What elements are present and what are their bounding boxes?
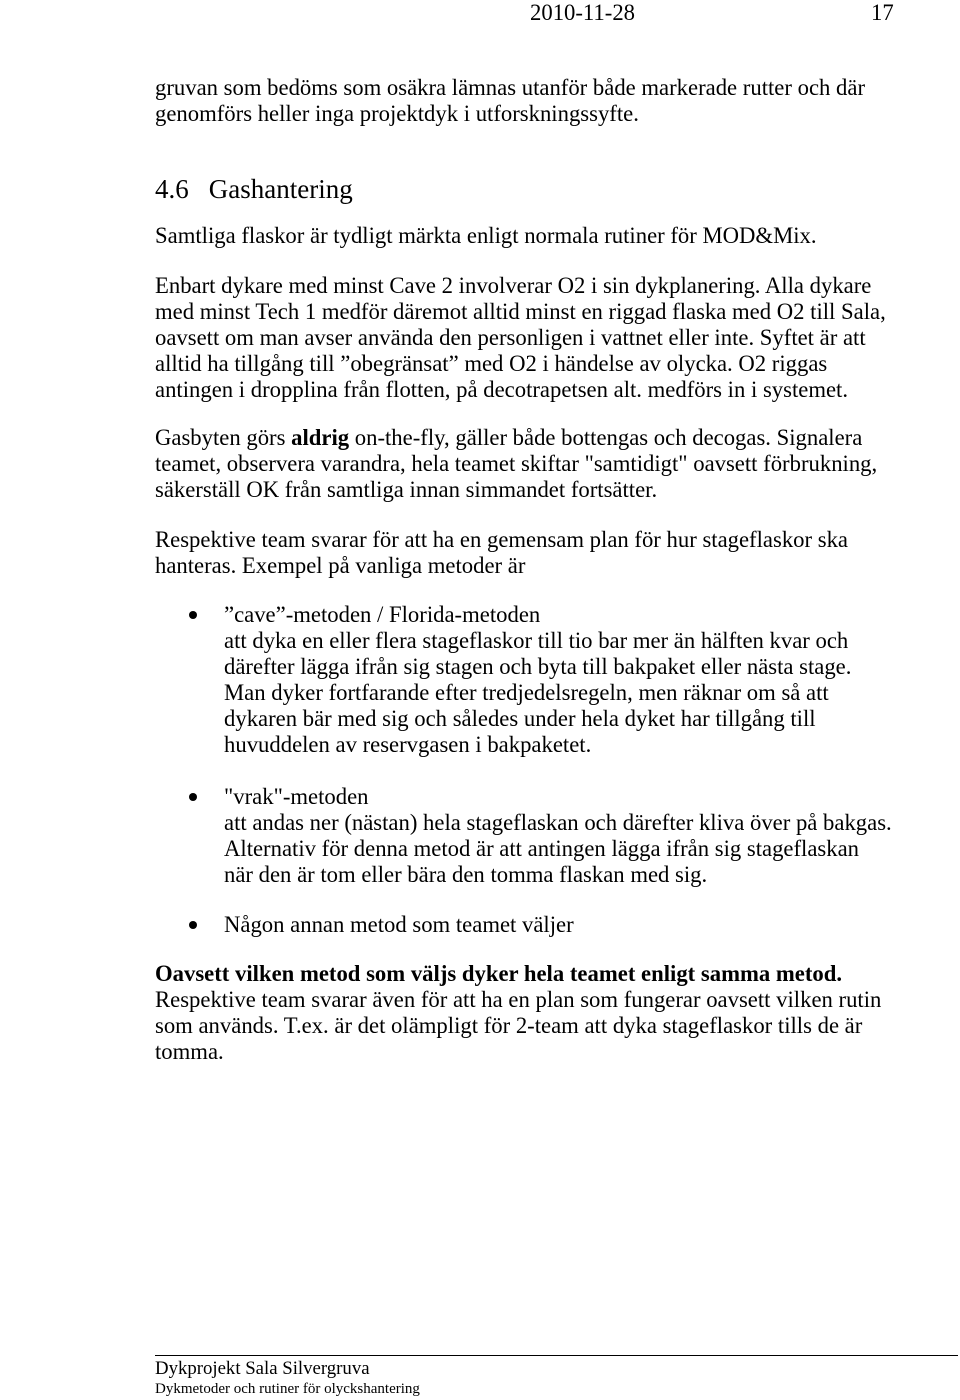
text-line: när den är tom eller bära den tomma flaskan med sig. (224, 862, 708, 887)
text-line: Respektive team svarar även för att ha en plan som fungerar oavsett vilken rutin (155, 987, 882, 1012)
text-line: teamet, observera varandra, hela teamet skiftar "samtidigt" oavsett förbrukning, (155, 451, 878, 476)
bullet-icon (189, 921, 197, 929)
bullet-icon (189, 793, 197, 801)
text-line: därefter lägga ifrån sig stagen och byta till bakpaket eller nästa stage. (224, 654, 852, 679)
labeling-paragraph (155, 223, 817, 249)
text-line: Man dyker fortfarande efter tredjedelsregeln, men räknar om så att (224, 680, 829, 705)
stage-plan-paragraph (155, 527, 848, 579)
section-number: 4.6 (155, 174, 189, 204)
text-line: Samtliga flaskor är tydligt märkta enligt normala rutiner för MOD&Mix. (155, 223, 817, 248)
list-item-title: "vrak"-metoden (224, 784, 369, 809)
list-item-content (224, 912, 574, 938)
list-item-content (224, 602, 851, 758)
bullet-icon (189, 611, 197, 619)
conclusion-paragraph (155, 961, 881, 1065)
text-line: Enbart dykare med minst Cave 2 involverar O2 i sin dykplanering. Alla dykare (155, 273, 872, 298)
text-line: med minst Tech 1 medför däremot alltid minst en riggad flaska med O2 till Sala, (155, 299, 886, 324)
page-number: 17 (871, 0, 894, 25)
text-line: genomförs heller inga projektdyk i utforskningssyfte. (155, 101, 639, 126)
footer-divider (155, 1355, 958, 1356)
gas-switch-paragraph (155, 425, 877, 503)
intro-paragraph (155, 75, 865, 127)
text-line: tomma. (155, 1039, 224, 1064)
text-line: gruvan som bedöms som osäkra lämnas utanför både markerade rutter och där (155, 75, 866, 100)
list-item-title: Någon annan metod som teamet väljer (224, 912, 574, 937)
list-item-title: ”cave”-metoden / Florida-metoden (224, 602, 541, 627)
page-header-date: 2010-11-28 (530, 0, 636, 25)
text-line (155, 425, 877, 451)
text-segment: on-the-fly, gäller både bottengas och decogas. Signalera (349, 425, 863, 450)
section-title: Gashantering (208, 174, 353, 204)
oxygen-paragraph (155, 273, 886, 403)
text-line: hanteras. Exempel på vanliga metoder är (155, 553, 526, 578)
list-item-content (224, 784, 892, 888)
emphasis-text: aldrig (291, 425, 350, 450)
text-line: att andas ner (nästan) hela stageflaskan och därefter kliva över på bakgas. (224, 810, 892, 835)
text-line: alltid ha tillgång till ”obegränsat” med O2 i händelse av olycka. O2 riggas (155, 351, 828, 376)
text-line: som används. T.ex. är det olämpligt för 2-team att dyka stageflaskor tills de är (155, 1013, 863, 1038)
text-line: antingen i dropplina från flotten, på decotrapetsen alt. medförs in i systemet. (155, 377, 849, 402)
footer-document-title: Dykmetoder och rutiner för olyckshantering (155, 1381, 420, 1397)
text-segment: Gasbyten görs (155, 425, 292, 450)
text-line: säkerställ OK från samtliga innan simmandet fortsätter. (155, 477, 658, 502)
text-line: Alternativ för denna metod är att antingen lägga ifrån sig stageflaskan (224, 836, 860, 861)
text-line: huvuddelen av reservgasen i bakpaketet. (224, 732, 592, 757)
text-line: dykaren bär med sig och således under hela dyket har tillgång till (224, 706, 816, 731)
emphasis-text: Oavsett vilken metod som väljs dyker hela teamet enligt samma metod. (155, 961, 843, 986)
text-line: oavsett om man avser använda den personligen i vattnet eller inte. Syftet är att (155, 325, 866, 350)
section-heading (155, 173, 353, 205)
text-line: att dyka en eller flera stageflaskor till tio bar mer än hälften kvar och (224, 628, 849, 653)
footer-project: Dykprojekt Sala Silvergruva (155, 1358, 370, 1379)
text-line: Respektive team svarar för att ha en gemensam plan för hur stageflaskor ska (155, 527, 848, 552)
